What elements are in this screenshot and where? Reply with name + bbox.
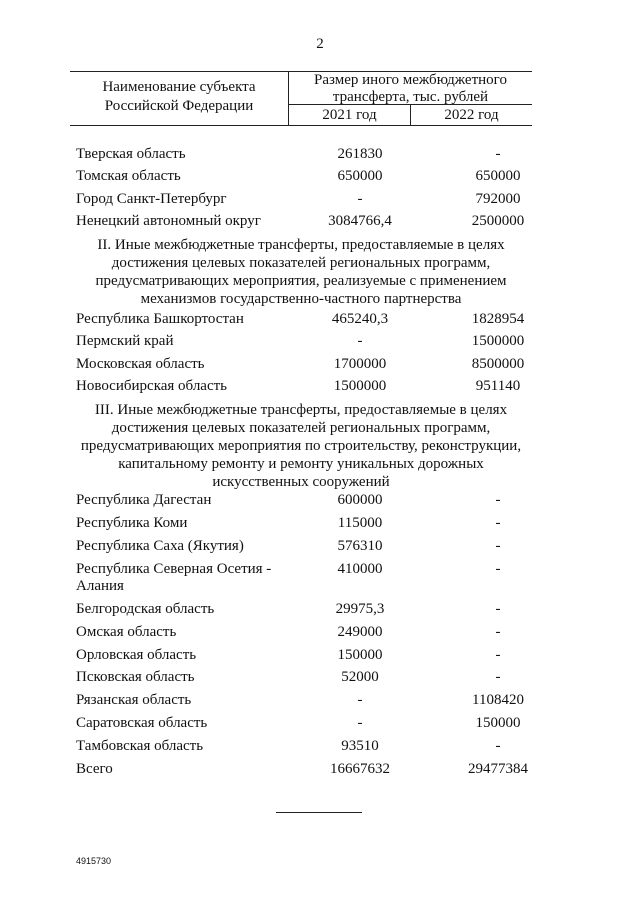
region-name: Саратовская область: [76, 715, 208, 731]
value-2021: -: [357, 333, 363, 349]
value-2022: -: [495, 738, 501, 754]
column-header-2022: 2022 год: [444, 107, 499, 123]
value-2022: 8500000: [471, 356, 525, 372]
value-2022: 2500000: [471, 213, 525, 229]
value-2021: 261830: [337, 146, 383, 162]
table-header: [70, 71, 532, 126]
value-2022: 792000: [475, 191, 521, 207]
region-name: Тверская область: [76, 146, 186, 162]
region-name: Республика Северная Осетия - Алания: [76, 561, 272, 594]
value-2021: 93510: [341, 738, 379, 754]
value-2022: -: [495, 146, 501, 162]
value-2022: 150000: [475, 715, 521, 731]
value-2021: 650000: [337, 168, 383, 184]
value-2022: 951140: [475, 378, 521, 394]
value-2022: -: [495, 601, 501, 617]
value-2022: 650000: [475, 168, 521, 184]
region-name: Томская область: [76, 168, 181, 184]
page-number: 2: [316, 36, 324, 52]
value-2021: 1500000: [333, 378, 387, 394]
region-name: Орловская область: [76, 647, 197, 663]
region-name: Республика Саха (Якутия): [76, 538, 244, 554]
value-2021: 29975,3: [335, 601, 385, 617]
value-2022: -: [495, 647, 501, 663]
column-header-name: Наименование субъекта Российской Федерации: [102, 79, 256, 114]
end-rule: [276, 812, 362, 813]
column-header-2021: 2021 год: [322, 107, 377, 123]
value-2022: 1108420: [472, 692, 524, 708]
value-2021: 52000: [341, 669, 379, 685]
region-name: Пермский край: [76, 333, 174, 349]
document-number: 4915730: [76, 856, 112, 866]
value-2021: 465240,3: [331, 311, 389, 327]
value-2021: 1700000: [333, 356, 387, 372]
value-2022: -: [495, 515, 501, 531]
value-2021: 115000: [337, 515, 383, 531]
value-2022: -: [495, 538, 501, 554]
value-2022: -: [495, 624, 501, 640]
region-name: Рязанская область: [76, 692, 192, 708]
value-2021: 576310: [337, 538, 383, 554]
column-header-size: Размер иного межбюджетного трансферта, тыс. рублей: [314, 72, 507, 105]
region-name: Новосибирская область: [76, 378, 228, 394]
value-2021: 600000: [337, 492, 383, 508]
value-2021: 3084766,4: [328, 213, 392, 229]
region-name: Республика Коми: [76, 515, 188, 531]
region-name: Республика Дагестан: [76, 492, 212, 508]
value-2021: 410000: [337, 561, 383, 577]
region-name: Белгородская область: [76, 601, 215, 617]
value-2022: -: [495, 492, 501, 508]
value-2021: 150000: [337, 647, 383, 663]
value-2022: -: [495, 561, 501, 577]
value-2021: -: [357, 692, 363, 708]
value-2021: -: [357, 715, 363, 731]
region-name: Тамбовская область: [76, 738, 204, 754]
value-2022: -: [495, 669, 501, 685]
value-2021: 249000: [337, 624, 383, 640]
total-label: Всего: [76, 761, 113, 777]
region-name: Город Санкт-Петербург: [76, 191, 227, 207]
total-2022: 29477384: [468, 761, 528, 777]
region-name: Республика Башкортостан: [76, 311, 244, 327]
region-name: Московская область: [76, 356, 205, 372]
region-name: Ненецкий автономный округ: [76, 213, 261, 229]
section-heading-ii: II. Иные межбюджетные трансферты, предоставляемые в целях достижения целевых показателей региональных программ, предусматривающих мероприятия, реализуемые с применением механизмов государственно-частного партнерства: [95, 237, 507, 307]
region-name: Омская область: [76, 624, 177, 640]
total-2021: 16667632: [330, 761, 390, 777]
value-2022: 1500000: [471, 333, 525, 349]
region-name: Псковская область: [76, 669, 195, 685]
value-2021: -: [357, 191, 363, 207]
section-heading-iii: III. Иные межбюджетные трансферты, предоставляемые в целях достижения целевых показателей региональных программ, предусматривающих мероприятия по строительству, реконструкции, капитальному ремонту и ремонту уникальных дорожных искусственных сооружений: [80, 402, 522, 490]
value-2022: 1828954: [471, 311, 525, 327]
